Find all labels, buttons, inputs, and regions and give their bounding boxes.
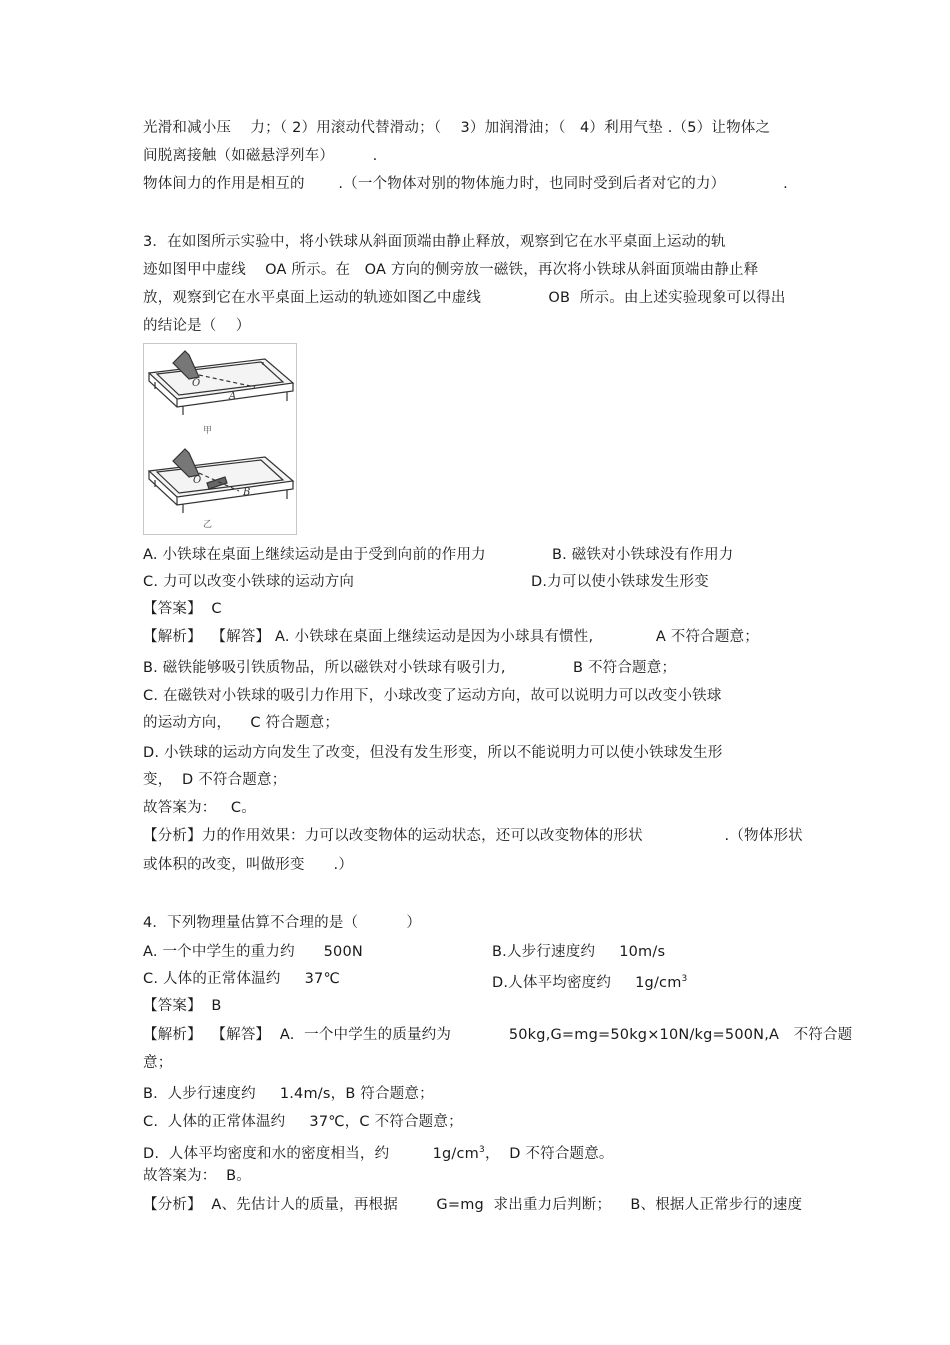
q3-fenxi-1: 【分析】力的作用效果：力可以改变物体的运动状态，还可以改变物体的形状 .（物体形状 [143,828,803,844]
q4-analysis-5 [143,1140,614,1164]
q3-option-a: A. 小铁球在桌面上继续运动是由于受到向前的作用力 [143,547,486,563]
q4-option-d [492,969,687,993]
q3-stem-line-2: 迹如图甲中虚线 OA 所示。在 OA 方向的侧旁放一磁铁，再次将小铁球从斜面顶端由静止释 [143,262,759,278]
q4-analysis-4: C. 人体的正常体温约 37℃，C 不符合题意； [143,1114,463,1130]
q4-analysis-2: 意； [143,1055,173,1071]
q3-stem-line-1: 3．在如图所示实验中，将小铁球从斜面顶端由静止释放，观察到它在水平桌面上运动的轨 [143,234,726,250]
q3-analysis-2: B. 磁铁能够吸引铁质物品，所以磁铁对小铁球有吸引力, B 不符合题意； [143,660,677,676]
q3-analysis-3: C. 在磁铁对小铁球的吸引力作用下，小球改变了运动方向，故可以说明力可以改变小铁球 [143,688,722,704]
q3-analysis-1: 【解析】 【解答】 A. 小铁球在桌面上继续运动是因为小球具有惯性, A 不符合题意； [143,629,759,645]
q4-analysis-5-text: D. 人体平均密度和水的密度相当，约 1g/cm [143,1146,479,1162]
q3-option-b: B. 磁铁对小铁球没有作用力 [552,547,734,563]
q4-option-a: A. 一个中学生的重力约 500N [143,944,363,960]
top-point-A: A [229,391,237,402]
q4-analysis-5-sup: 3 [479,1145,485,1155]
q3-answer: 【答案】 C [143,601,222,617]
q4-analysis-1: 【解析】 【解答】 A. 一个中学生的质量约为 50kg,G=mg=50kg×10N/kg=500N,A 不符合题 [143,1027,853,1043]
q3-analysis-6: 变， D 不符合题意； [143,772,287,788]
intro-line-1: 光滑和减小压 力；（ 2）用滚动代替滑动；（ 3）加润滑油；（ 4）利用气垫 .（5）让物体之 [143,120,771,136]
q4-conclusion: 故答案为： B。 [143,1168,251,1184]
q4-stem: 4．下列物理量估算不合理的是（ ） [143,915,422,931]
q3-option-d: D.力可以使小铁球发生形变 [531,574,709,590]
q4-analysis-3: B. 人步行速度约 1.4m/s，B 符合题意； [143,1086,434,1102]
top-caption: 甲 [203,426,213,436]
q4-analysis-5-tail: ， D 不符合题意。 [484,1146,614,1162]
q3-stem-line-4: 的结论是（ ） [143,318,251,334]
q3-option-c: C. 力可以改变小铁球的运动方向 [143,574,355,590]
q4-fenxi-1: 【分析】 A、先估计人的质量，再根据 G=mg 求出重力后判断； B、根据人正常步行的速度 [143,1197,803,1213]
q4-option-d-sup: 3 [681,974,688,984]
q3-analysis-5: D. 小铁球的运动方向发生了改变，但没有发生形变，所以不能说明力可以使小铁球发生形 [143,745,723,761]
intro-line-2: 间脱离接触（如磁悬浮列车） . [143,148,378,164]
bottom-point-O: O [193,475,202,486]
q3-conclusion: 故答案为： C。 [143,800,256,816]
q4-option-c: C. 人体的正常体温约 37℃ [143,971,340,987]
intro-line-3: 物体间力的作用是相互的 .（一个物体对别的物体施力时，也同时受到后者对它的力） . [143,176,788,192]
q3-stem-line-3: 放，观察到它在水平桌面上运动的轨迹如图乙中虚线 OB 所示。由上述实验现象可以得出 [143,290,786,306]
bottom-caption: 乙 [203,520,213,530]
q3-analysis-4: 的运动方向， C 符合题意； [143,715,340,731]
experiment-figure-svg [143,343,297,535]
bottom-point-B: B [243,487,251,498]
experiment-figure [143,343,297,535]
q4-option-b: B.人步行速度约 10m/s [492,944,666,960]
q3-fenxi-2: 或体积的改变，叫做形变 .） [143,857,354,873]
top-point-O: O [192,378,201,389]
q4-option-d-text: D.人体平均密度约 1g/cm [492,975,682,991]
q4-answer: 【答案】 B [143,998,222,1014]
